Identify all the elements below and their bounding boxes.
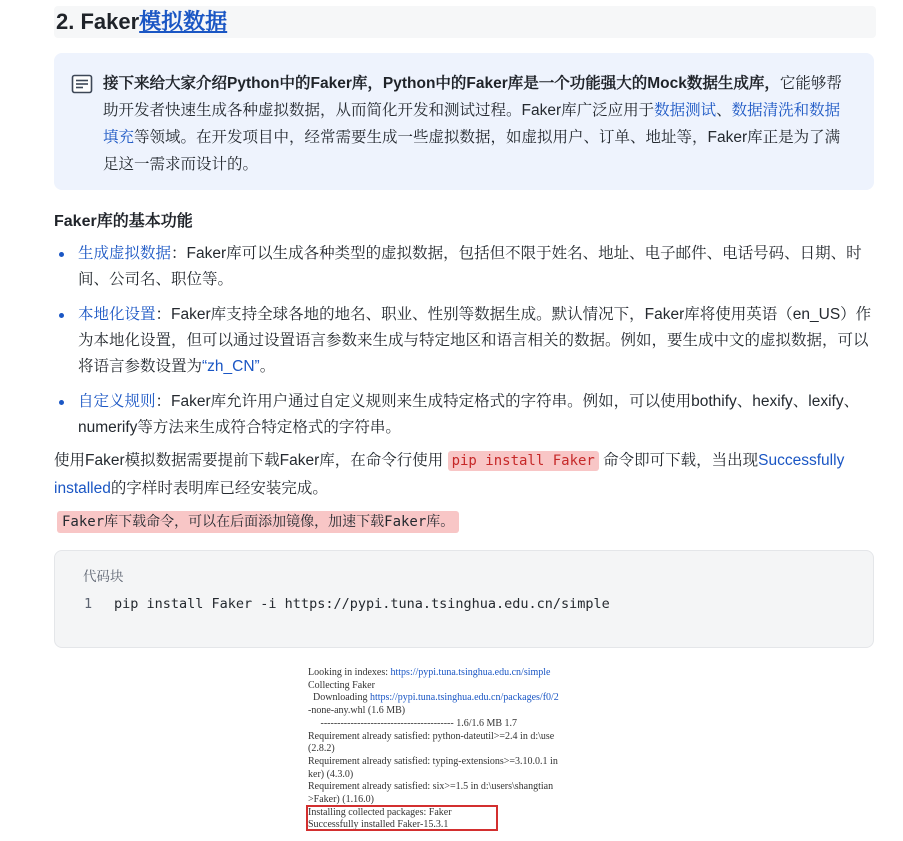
install-success-highlight-box (306, 805, 498, 831)
callout-text (103, 70, 855, 178)
bullet-dot (59, 252, 64, 257)
terminal-line: Downloading (308, 692, 370, 704)
subsection-title: Faker库的基本功能 (54, 213, 193, 230)
link-data-testing[interactable]: 数据测试 (654, 102, 717, 119)
code-block[interactable] (54, 550, 874, 648)
para-text-2: 命令即可下载，当出现 (598, 452, 759, 469)
link-successfully-installed[interactable]: Successfully installed (54, 452, 845, 497)
section-heading-bar (54, 6, 876, 38)
link-zh-cn[interactable]: “zh_CN” (202, 358, 260, 375)
feature-list (54, 241, 876, 450)
callout-bold: 接下来给大家介绍Python中的Faker库，Python中的Faker库是一个功能强大的Mock数据生成库， (103, 75, 780, 92)
terminal-url: https://pypi.tuna.tsinghua.edu.cn/packages/f0/2 (369, 692, 559, 704)
heading-prefix: 2. Faker (56, 9, 140, 34)
note-icon (71, 73, 93, 95)
code-line[interactable]: pip install Faker -i https://pypi.tuna.tsinghua.edu.cn/simple (114, 596, 610, 612)
terminal-line: Collecting Faker (308, 679, 375, 691)
line-number: 1 (84, 596, 93, 612)
list-item (54, 389, 876, 441)
terminal-line: Requirement already satisfied: six>=1.5 in d:\users\shangtian (308, 781, 554, 793)
inline-code: pip install Faker (448, 451, 599, 471)
list-item-text: ：Faker库支持全球各地的地名、职业、性别等数据生成。默认情况下，Faker库将使用英语（en_US）作为本地化设置，但可以通过设置语言参数来生成与特定地区和语言相关的数据。例如，要生成中文的虚拟数据，可以将语言参数设置为 (78, 306, 872, 375)
terminal-progress-line: ---------------------------------------- 1.6/1.6 MB 1.7 (308, 717, 518, 729)
bullet-dot (59, 313, 64, 318)
terminal-line: Installing collected packages: Faker (308, 806, 452, 818)
callout-text-2: 等领域。在开发项目中，经常需要生成一些虚拟数据，如虚拟用户、订单、地址等，Faker库正是为了满足这一需求而设计的。 (103, 129, 841, 173)
install-paragraph (54, 447, 876, 502)
list-item (54, 241, 876, 293)
terminal-url: https://pypi.tuna.tsinghua.edu.cn/simple (390, 667, 551, 678)
terminal-line: >Faker) (1.16.0) (308, 794, 374, 806)
section-heading (54, 6, 876, 38)
link-generate-data[interactable]: 生成虚拟数据 (78, 245, 172, 262)
intro-callout (54, 53, 874, 190)
terminal-line: ker) (4.3.0) (308, 768, 354, 780)
terminal-line: Requirement already satisfied: python-dateutil>=2.4 in d:\use (308, 730, 555, 742)
terminal-line: Requirement already satisfied: typing-extensions>=3.10.0.1 in (308, 755, 558, 767)
terminal-line: Successfully installed Faker-15.3.1 (308, 819, 449, 831)
terminal-line: (2.8.2) (308, 743, 335, 755)
para-text-3: 的字样时表明库已经安装完成。 (110, 480, 328, 497)
list-item (54, 302, 876, 380)
link-localization[interactable]: 本地化设置 (78, 306, 156, 323)
list-item-text: ：Faker库可以生成各种类型的虚拟数据，包括但不限于姓名、地址、电子邮件、电话号码、日期、时间、公司名、职位等。 (78, 245, 862, 288)
code-block-label: 代码块 (83, 569, 124, 584)
callout-text-1: 它能够帮助开发者快速生成各种虚拟数据，从而简化开发和测试过程。Faker库广泛应用于 (103, 75, 842, 119)
bullet-dot (59, 400, 64, 405)
link-data-cleaning[interactable]: 数据清洗和数据填充 (103, 102, 841, 146)
terminal-line: Looking in indexes: (308, 667, 391, 678)
highlight-note: Faker库下载命令，可以在后面添加镜像，加速下载Faker库。 (57, 511, 459, 533)
link-custom-rules[interactable]: 自定义规则 (78, 393, 156, 410)
list-item-text: ：Faker库允许用户通过自定义规则来生成特定格式的字符串。例如，可以使用bothify、hexify、lexify、numerify等方法来生成符合特定格式的字符串。 (78, 393, 860, 436)
heading-link[interactable]: 模拟数据 (139, 9, 228, 34)
list-item-end: 。 (259, 358, 276, 375)
para-text-1: 使用Faker模拟数据需要提前下载Faker库，在命令行使用 (54, 452, 448, 469)
terminal-line: -none-any.whl (1.6 MB) (308, 705, 406, 717)
callout-separator: 、 (716, 102, 732, 119)
